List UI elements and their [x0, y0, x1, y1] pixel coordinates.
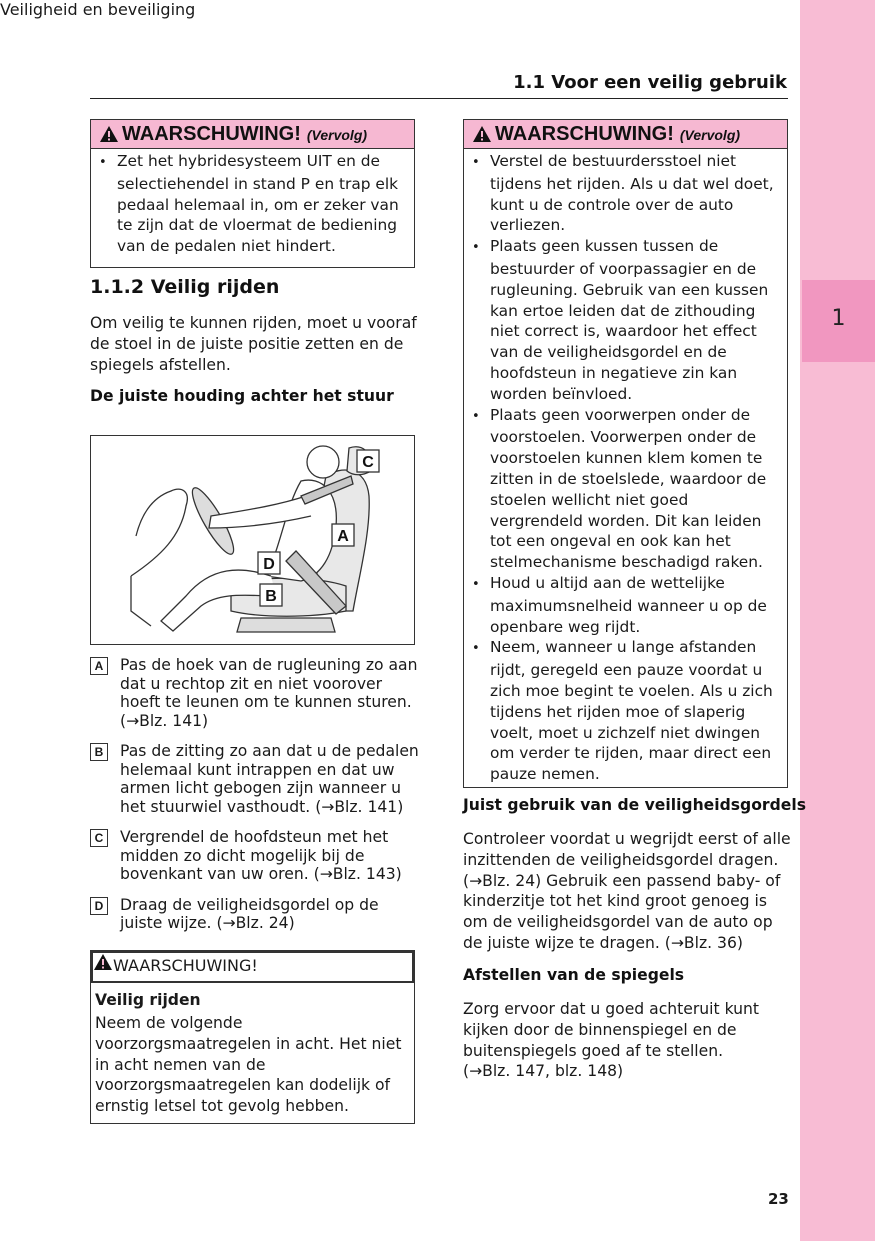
warning-triangle-icon: [99, 125, 119, 143]
warning-subheading: Veilig rijden: [95, 991, 201, 1009]
seatbelts-text: Controleer voordat u wegrijdt eerst of alle inzittenden de veiligheidsgordel dragen. (→Blz. 24) Gebruik een passend baby- of kinderzitje tot het kind groot genoeg is om de veiligheidsgordel van de auto op de juiste wijze te dragen. (→Blz. 36): [463, 830, 791, 952]
item-letter-badge: B: [90, 743, 108, 761]
warning-text: Neem de volgende voorzorgsmaatregelen in acht. Het niet in acht nemen van de voorzorgsmaatregelen kan dodelijk of ernstig letsel tot gevolg hebben.: [95, 1014, 402, 1116]
item-letter-badge: D: [90, 897, 108, 915]
figure-label-b: B: [265, 588, 277, 605]
mirrors-text: Zorg ervoor dat u goed achteruit kunt kijken door de binnenspiegel en de buitenspiegels goed af te stellen. (→Blz. 147, blz. 148): [463, 1000, 759, 1081]
chapter-number: 1: [831, 306, 846, 331]
warning-item: • Verstel de bestuurdersstoel niet tijdens het rijden. Als u dat wel doet, kunt u de controle over de auto verliezen.: [472, 151, 779, 236]
mirrors-heading: Afstellen van de spiegels: [463, 966, 685, 984]
chapter-title-vertical: Veiligheid en beveiliging: [0, 0, 196, 19]
warning-box-bottom: [90, 950, 415, 1124]
adjustment-list: [90, 656, 420, 945]
list-item: [90, 896, 420, 933]
header-divider: [90, 98, 788, 99]
section-title: 1.1.2 Veilig rijden: [90, 276, 280, 298]
figure-label-a: A: [337, 528, 349, 545]
warning-item: • Plaats geen voorwerpen onder de voorstoelen. Voorwerpen onder de voorstoelen kunnen klem komen te zitten in de stoelslede, waardoor de stoelen wellicht niet goed vergrendeld worden. Dit kan leiden tot een ongeval en ook kan het stelmechanisme beschadigd raken.: [472, 405, 779, 573]
warning-label: WAARSCHUWING!: [122, 123, 301, 145]
list-item: [90, 828, 420, 884]
seatbelts-heading: Juist gebruik van de veiligheidsgordels: [463, 796, 806, 814]
figure-label-c: C: [362, 454, 374, 471]
chapter-tab[interactable]: [802, 280, 875, 362]
figure-label-d: D: [263, 556, 275, 573]
item-text: Vergrendel de hoofdsteun met het midden zo dicht mogelijk bij de bovenkant van uw oren. (→Blz. 143): [120, 828, 402, 883]
warning-item: • Houd u altijd aan de wettelijke maximumsnelheid wanneer u op de openbare weg rijdt.: [472, 573, 779, 637]
item-text: Draag de veiligheidsgordel op de juiste wijze. (→Blz. 24): [120, 895, 379, 932]
item-letter-badge: C: [90, 829, 108, 847]
driver-seat-illustration: [91, 436, 414, 644]
warning-header: [91, 951, 414, 983]
list-item: [90, 656, 420, 730]
item-text: Pas de hoek van de rugleuning zo aan dat u rechtop zit en niet voorover hoeft te leunen om te kunnen sturen. (→Blz. 141): [120, 656, 418, 730]
warning-label: WAARSCHUWING!: [113, 956, 258, 975]
warning-label: WAARSCHUWING!: [495, 123, 674, 145]
warning-box-left: [90, 119, 415, 268]
list-item: [90, 742, 420, 816]
page-header-title: 1.1 Voor een veilig gebruik: [513, 72, 787, 93]
item-text: Pas de zitting zo aan dat u de pedalen helemaal kunt intrappen en dat uw armen licht gebogen zijn wanneer u het stuurwiel vasthoudt. (→Blz. 141): [120, 742, 419, 816]
warning-triangle-icon: [472, 125, 492, 143]
section-intro: Om veilig te kunnen rijden, moet u vooraf de stoel in de juiste positie zetten en de spiegels afstellen.: [90, 314, 417, 374]
warning-continued: (Vervolg): [306, 127, 368, 143]
page-number: 23: [768, 1190, 789, 1208]
chapter-sidebar: [800, 0, 875, 1241]
warning-item: • Plaats geen kussen tussen de bestuurder of voorpassagier en de rugleuning. Gebruik van een kussen kan ertoe leiden dat de zithouding niet correct is, waardoor het effect van de veiligheidsgordel en de hoofdsteun in negatieve zin kan worden beïnvloed.: [472, 236, 779, 404]
warning-triangle-icon: [93, 953, 113, 971]
posture-heading: De juiste houding achter het stuur: [90, 387, 394, 405]
warning-item: • Zet het hybridesysteem UIT en de selectiehendel in stand P en trap elk pedaal helemaal in, om er zeker van te zijn dat de vloermat de bediening van de pedalen niet hindert.: [99, 151, 406, 257]
warning-box-right: [463, 119, 788, 788]
warning-header: [91, 120, 414, 149]
item-letter-badge: A: [90, 657, 108, 675]
warning-continued: (Vervolg): [679, 127, 741, 143]
warning-header: [464, 120, 787, 149]
driving-posture-figure: [90, 435, 415, 645]
warning-item: • Neem, wanneer u lange afstanden rijdt, geregeld een pauze voordat u zich moe begint te voelen. Als u zich tijdens het rijden moe of slaperig voelt, moet u zichzelf niet dwingen om verder te rijden, maar direct een pauze nemen.: [472, 637, 779, 785]
